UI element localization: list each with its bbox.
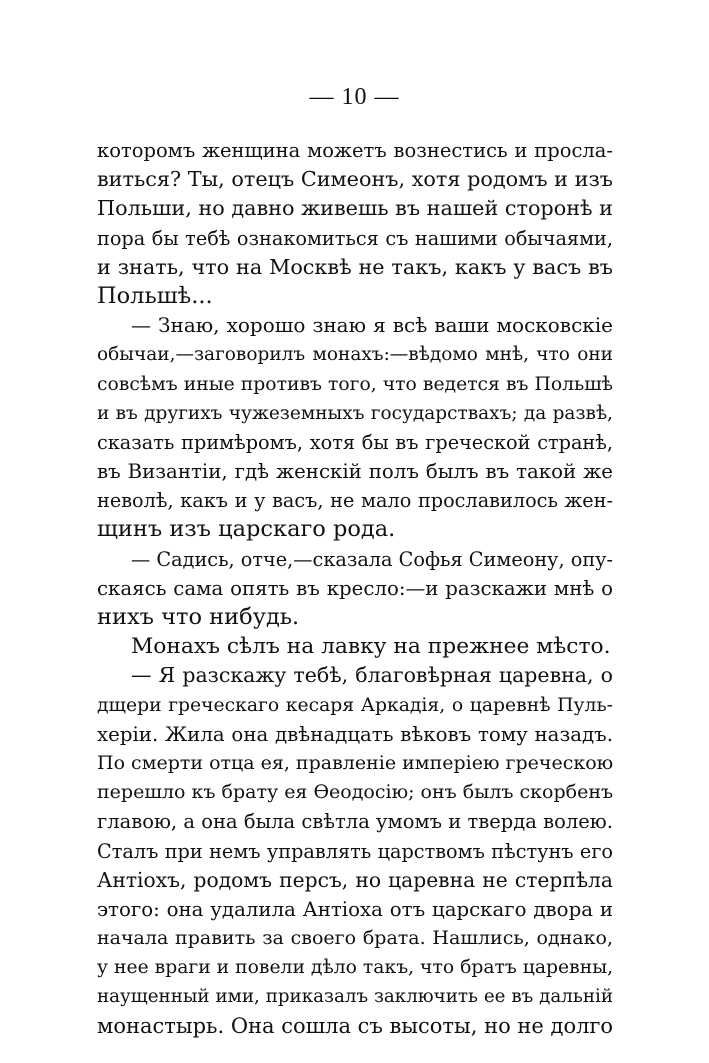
text-line: въ Византіи, гдѣ женскій полъ былъ въ такой же [97,460,613,484]
text-line: — Садись, отче,—сказала Софья Симеону, опу- [131,547,613,571]
text-line: главою, а она была свѣтла умомъ и тверда волею. [97,810,613,834]
text-line: Антіохъ, родомъ персъ, но царевна не стерпѣла [97,867,613,892]
text-line: скаясь сама опять въ кресло:—и разскажи мнѣ о [97,576,613,600]
text-line: Польши, но давно живешь въ нашей сторонѣ и [97,196,613,221]
text-line: и въ другихъ чужеземныхъ государствахъ; да развѣ, [97,402,613,424]
text-line: Сталъ при немъ управлять царствомъ пѣстунъ его [97,839,613,863]
text-line: которомъ женщина можетъ вознестись и просла- [97,139,613,162]
text-line: у нее враги и повели дѣло такъ, что братъ царевны, [97,957,614,979]
text-line: обычаи,—заговорилъ монахъ:—вѣдомо мнѣ, что они [97,344,613,366]
text-line: щинъ изъ царскаго рода. [97,516,396,543]
text-line: — Знаю, хорошо знаю я всѣ ваши московскіе [131,313,613,338]
text-line: начала править за своего брата. Нашлись, однако, [97,927,613,950]
text-line: неволѣ, какъ и у васъ, не мало прославилось жен- [97,489,613,513]
text-line: виться? Ты, отецъ Симеонъ, хотя родомъ и изъ [97,167,613,192]
text-line: По смерти отца ея, правленіе имперіею греческою [97,751,614,774]
page-number: — 10 — [309,84,400,110]
body-text [97,136,613,1041]
text-line: Польшѣ... [97,282,213,309]
text-line: этого: она удалила Антіоха отъ царскаго двора и [97,897,613,921]
text-line: совсѣмъ иные противъ того, что ведется въ Польшѣ [97,373,613,395]
text-line: дщери греческаго кесаря Аркадія, о царевнѣ Пуль- [97,694,613,716]
text-line: херіи. Жила она двѣнадцать вѣковъ тому назадъ. [97,722,613,746]
text-line: пора бы тебѣ ознакомиться съ нашими обычаями, [97,226,613,250]
text-line: перешло къ брату ея Ѳеодосію; онъ былъ скорбенъ [97,781,614,804]
text-line: — Я разскажу тебѣ, благовѣрная царевна, о [131,663,613,688]
text-line: нихъ что нибудь. [97,604,300,630]
text-line: и знать, что на Москвѣ не такъ, какъ у васъ въ [97,254,613,279]
text-line: наущенный ими, приказалъ заключить ее въ дальній [97,986,613,1008]
text-line: монастырь. Она сошла съ высоты, но не долго [97,1013,614,1038]
text-line: Монахъ сѣлъ на лавку на прежнее мѣсто. [131,634,611,660]
text-line: сказать примѣромъ, хотя бы въ греческой странѣ, [97,430,613,454]
